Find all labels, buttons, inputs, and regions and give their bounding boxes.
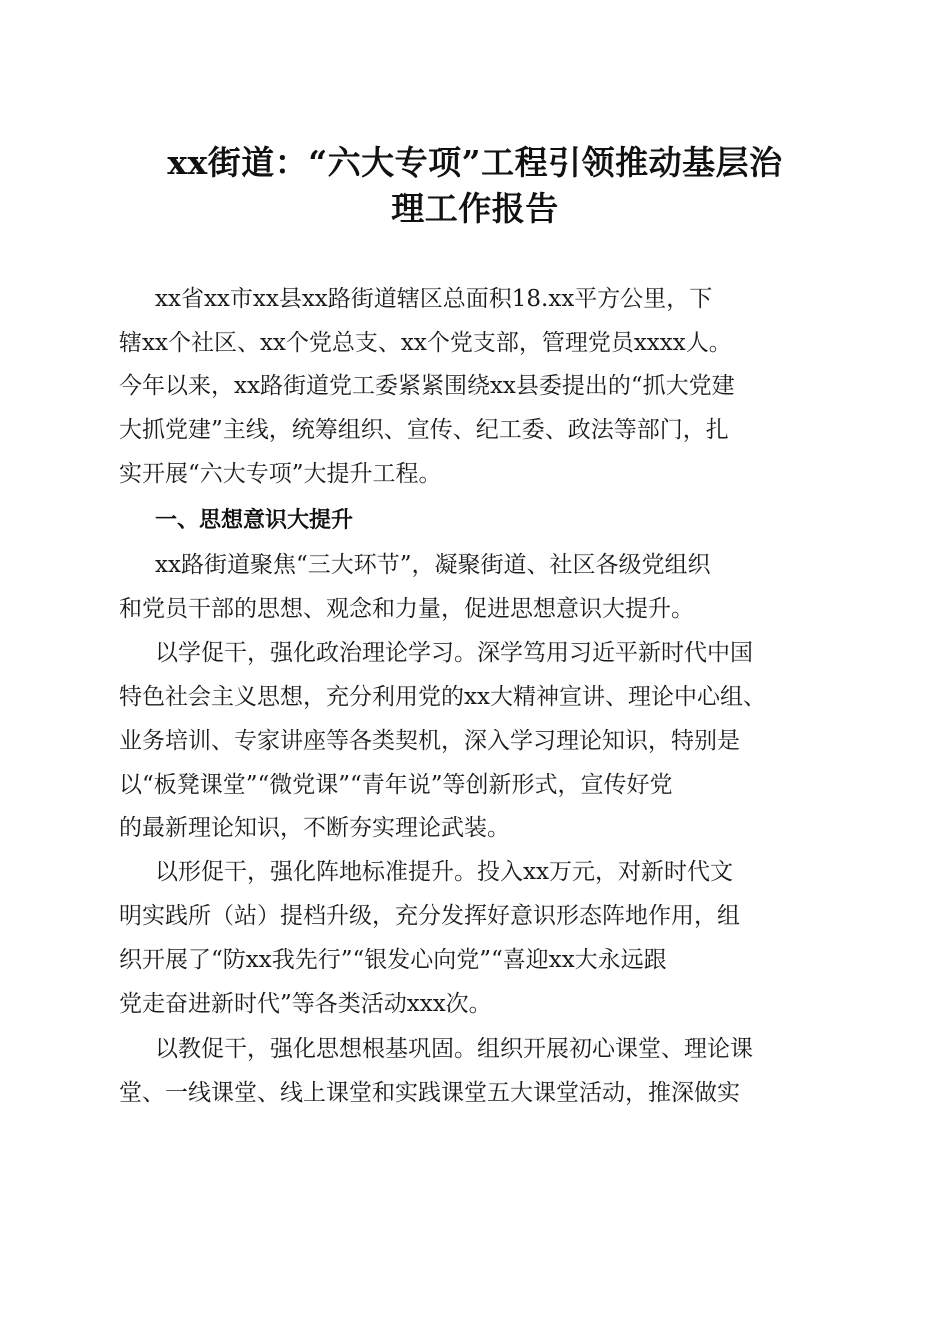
paragraph-1-line-5: 实开展“六大专项”大提升工程。 — [119, 461, 442, 487]
paragraph-1-line-2: 辖xx个社区、xx个党总支、xx个党支部，管理党员xxxx人。 — [119, 330, 732, 356]
paragraph-4-line-2: 明实践所（站）提档升级，充分发挥好意识形态阵地作用，组 — [119, 903, 740, 929]
paragraph-2-line-1: xx路街道聚焦“三大环节”，凝聚街道、社区各级党组织 — [155, 552, 711, 578]
paragraph-3-line-2: 特色社会主义思想，充分利用党的xx大精神宣讲、理论中心组、 — [119, 684, 766, 710]
paragraph-5-line-1: 以教促干，强化思想根基巩固。组织开展初心课堂、理论课 — [155, 1036, 753, 1062]
paragraph-4-line-4: 党走奋进新时代”等各类活动xxx次。 — [119, 991, 492, 1017]
paragraph-3-line-4: 以“板凳课堂”“微党课”“青年说”等创新形式，宣传好党 — [119, 772, 673, 798]
paragraph-1-line-4: 大抓党建”主线，统筹组织、宣传、纪工委、政法等部门，扎 — [119, 417, 729, 443]
paragraph-4-line-1: 以形促干，强化阵地标准提升。投入xx万元，对新时代文 — [155, 859, 733, 885]
paragraph-3-line-1: 以学促干，强化政治理论学习。深学笃用习近平新时代中国 — [155, 640, 753, 666]
paragraph-3-line-3: 业务培训、专家讲座等各类契机，深入学习理论知识，特别是 — [119, 728, 740, 754]
section-heading: 一、思想意识大提升 — [155, 508, 354, 533]
paragraph-5-line-2: 堂、一线课堂、线上课堂和实践课堂五大课堂活动，推深做实 — [119, 1080, 740, 1106]
paragraph-2-line-2: 和党员干部的思想、观念和力量，促进思想意识大提升。 — [119, 596, 694, 622]
paragraph-1-line-1: xx省xx市xx县xx路街道辖区总面积18.xx平方公里，下 — [155, 286, 713, 312]
paragraph-1-line-3: 今年以来，xx路街道党工委紧紧围绕xx县委提出的“抓大党建 — [119, 373, 735, 399]
paragraph-4-line-3: 织开展了“防xx我先行”“银发心向党”“喜迎xx大永远跟 — [119, 947, 667, 973]
document-title-line-2: 理工作报告 — [391, 189, 559, 228]
document-title-line-1: xx街道：“六大专项”工程引领推动基层治 — [167, 143, 783, 182]
paragraph-3-line-5: 的最新理论知识，不断夯实理论武装。 — [119, 815, 510, 841]
